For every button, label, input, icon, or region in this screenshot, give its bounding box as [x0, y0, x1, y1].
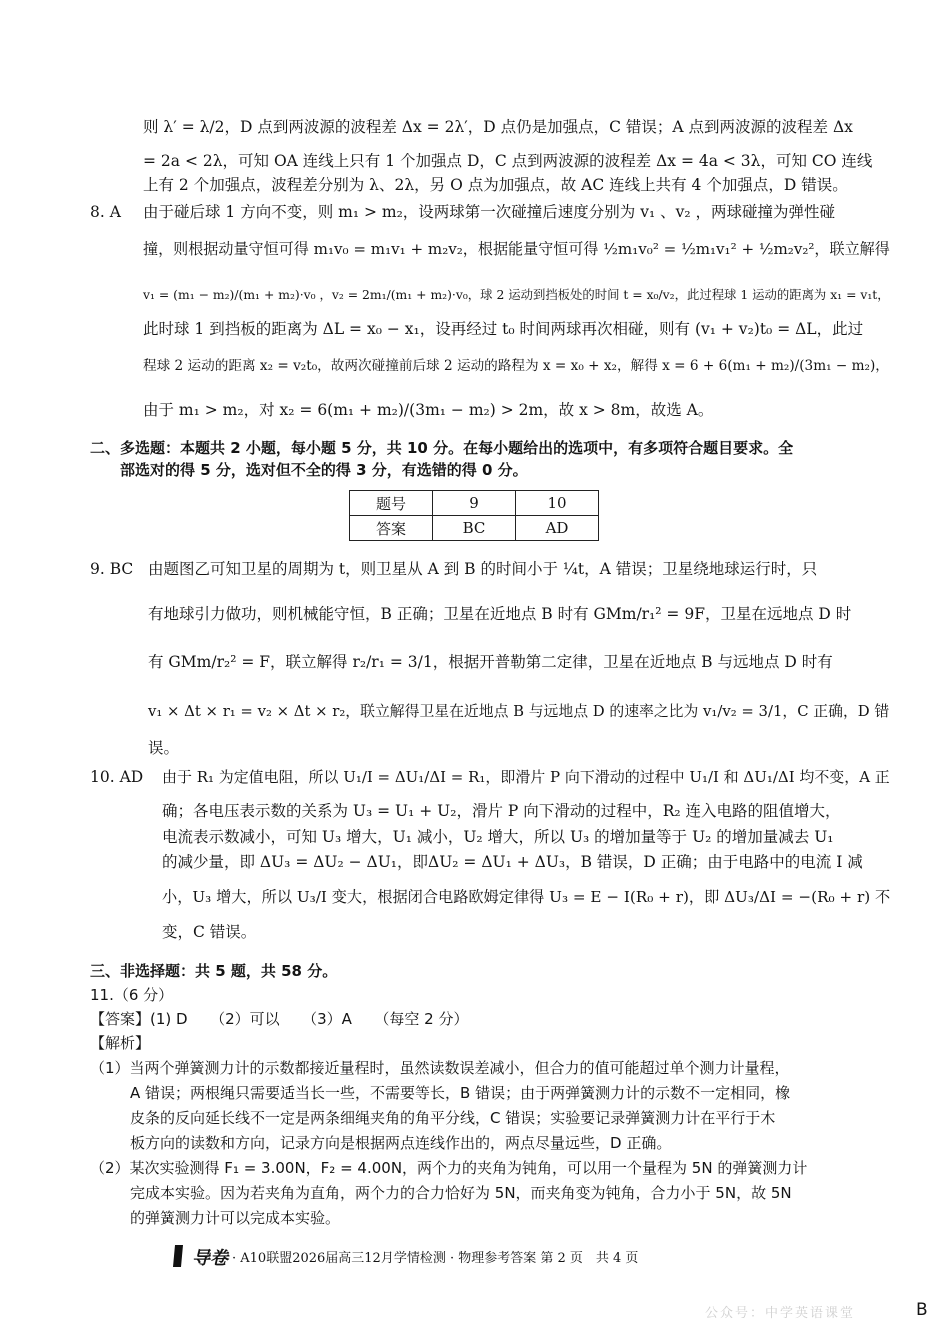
q10-line-4: 的减少量，即 ΔU₃ = ΔU₂ − ΔU₁，即ΔU₂ = ΔU₁ + ΔU₃，B 错误，D 正确；由于电路中的电流 I 减	[162, 853, 863, 871]
q8-line-5: 程球 2 运动的距离 x₂ = v₂t₀，故两次碰撞前后球 2 运动的路程为 x = x₀ + x₂，解得 x = 6 + 6(m₁ + m₂)/(3m₁ − m₂)，	[143, 358, 889, 374]
q7-line-1: 则 λ′ = λ/2，D 点到两波源的波程差 Δx = 2λ′，D 点仍是加强点，C 错误；A 点到两波源的波程差 Δx	[143, 118, 853, 136]
q8-line-6: 由于 m₁ > m₂，对 x₂ = 6(m₁ + m₂)/(3m₁ − m₂) > 2m，故 x > 8m，故选 A。	[143, 401, 714, 419]
table-cell: BC	[433, 516, 516, 541]
q11-p1-line-4: 板方向的读数和方向，记录方向是根据两点连线作出的，两点尽量远些，D 正确。	[130, 1134, 672, 1152]
q11-p2-line-1: （2）某次实验测得 F₁ = 3.00N，F₂ = 4.00N，两个力的夹角为钝角，可以用一个量程为 5N 的弹簧测力计	[90, 1159, 808, 1177]
q8-line-3: v₁ = (m₁ − m₂)/(m₁ + m₂)·v₀ ，v₂ = 2m₁/(m₁ + m₂)·v₀，球 2 运动到挡板处的时间 t = x₀/v₂，此过程球 1 运动的距离为 x₁ = v₁t，	[143, 288, 890, 302]
table-row	[350, 491, 599, 516]
q9-line-4: v₁ × Δt × r₁ = v₂ × Δt × r₂，联立解得卫星在近地点 B 与远地点 D 的速率之比为 v₁/v₂ = 3/1，C 正确，D 错	[148, 703, 890, 720]
section-2-heading-line-2: 部选对的得 5 分，选对但不全的得 3 分，有选错的得 0 分。	[120, 461, 528, 479]
q11-p1-line-1: （1）当两个弹簧测力计的示数都接近量程时，虽然读数误差减小，但合力的值可能超过单个测力计量程，	[90, 1059, 790, 1077]
q11-p1-line-2: A 错误；两根绳只需要适当长一些，不需要等长，B 错误；由于两弹簧测力计的示数不一定相同，橡	[130, 1084, 791, 1102]
corner-mark: B	[916, 1300, 928, 1320]
answer-table	[349, 490, 599, 541]
brand-logo-icon	[172, 1243, 186, 1269]
q8-line-1: 由于碰后球 1 方向不变，则 m₁ > m₂，设两球第一次碰撞后速度分别为 v₁ 、v₂ ，两球碰撞为弹性碰	[143, 203, 836, 221]
q11-p2-line-3: 的弹簧测力计可以完成本实验。	[130, 1209, 341, 1227]
q10-line-5: 小，U₃ 增大，所以 U₃/I 变大，根据闭合电路欧姆定律得 U₃ = E − I(R₀ + r)，即 ΔU₃/ΔI = −(R₀ + r) 不	[162, 888, 891, 906]
q11-answer: 【答案】(1) D （2）可以 （3）A （每空 2 分）	[90, 1010, 469, 1028]
table-cell: AD	[516, 516, 599, 541]
table-cell: 9	[433, 491, 516, 516]
q10-label: 10. AD	[90, 768, 144, 786]
watermark: 公众号：中学英语课堂	[705, 1306, 856, 1321]
q9-label: 9. BC	[90, 560, 134, 578]
q8-line-2: 撞，则根据动量守恒可得 m₁v₀ = m₁v₁ + m₂v₂，根据能量守恒可得 ½m₁v₀² = ½m₁v₁² + ½m₂v₂²，联立解得	[143, 240, 890, 258]
table-row	[350, 516, 599, 541]
q10-line-1: 由于 R₁ 为定值电阻，所以 U₁/I = ΔU₁/ΔI = R₁，即滑片 P 向下滑动的过程中 U₁/I 和 ΔU₁/ΔI 均不变，A 正	[162, 768, 890, 786]
q11-p1-line-3: 皮条的反向延长线不一定是两条细绳夹角的角平分线，C 错误；实验要记录弹簧测力计在平行于木	[130, 1109, 776, 1127]
q11-title: 11.（6 分）	[90, 986, 174, 1004]
section-2-heading-line-1: 二、多选题：本题共 2 小题，每小题 5 分，共 10 分。在每小题给出的选项中，有多项符合题目要求。全	[90, 439, 794, 457]
table-cell: 题号	[350, 491, 433, 516]
q8-label: 8. A	[90, 203, 121, 221]
q10-line-3: 电流表示数减小，可知 U₃ 增大，U₁ 减小，U₂ 增大，所以 U₃ 的增加量等于 U₂ 的增加量减去 U₁	[162, 828, 834, 846]
brand-logo-text: 导卷	[192, 1248, 228, 1269]
footer-text: · A10联盟2026届高三12月学情检测 · 物理参考答案 第 2 页 共 4 页	[232, 1251, 639, 1266]
q9-line-5: 误。	[148, 739, 180, 757]
table-cell: 10	[516, 491, 599, 516]
q10-line-6: 变，C 错误。	[162, 923, 257, 941]
q11-analysis-label: 【解析】	[90, 1034, 151, 1052]
q7-line-3: 上有 2 个加强点，波程差分别为 λ、2λ，另 O 点为加强点，故 AC 连线上共有 4 个加强点，D 错误。	[143, 176, 848, 194]
q8-line-4: 此时球 1 到挡板的距离为 ΔL = x₀ − x₁，设再经过 t₀ 时间两球再次相碰，则有 (v₁ + v₂)t₀ = ΔL，此过	[143, 320, 864, 338]
table-cell: 答案	[350, 516, 433, 541]
q7-line-2: = 2a < 2λ，可知 OA 连线上只有 1 个加强点 D，C 点到两波源的波程差 Δx = 4a < 3λ，可知 CO 连线	[143, 152, 873, 170]
q9-line-2: 有地球引力做功，则机械能守恒，B 正确；卫星在近地点 B 时有 GMm/r₁² = 9F，卫星在远地点 D 时	[148, 605, 852, 623]
section-3-heading: 三、非选择题：共 5 题，共 58 分。	[90, 962, 338, 980]
q11-p2-line-2: 完成本实验。因为若夹角为直角，两个力的合力恰好为 5N，而夹角变为钝角，合力小于 5N，故 5N	[130, 1184, 792, 1202]
q9-line-3: 有 GMm/r₂² = F，联立解得 r₂/r₁ = 3/1，根据开普勒第二定律，卫星在近地点 B 与远地点 D 时有	[148, 653, 833, 671]
q10-line-2: 确；各电压表示数的关系为 U₃ = U₁ + U₂，滑片 P 向下滑动的过程中，R₂ 连入电路的阻值增大，	[162, 802, 841, 820]
q9-line-1: 由题图乙可知卫星的周期为 t，则卫星从 A 到 B 的时间小于 ¼t，A 错误；卫星绕地球运行时，只	[148, 560, 818, 578]
